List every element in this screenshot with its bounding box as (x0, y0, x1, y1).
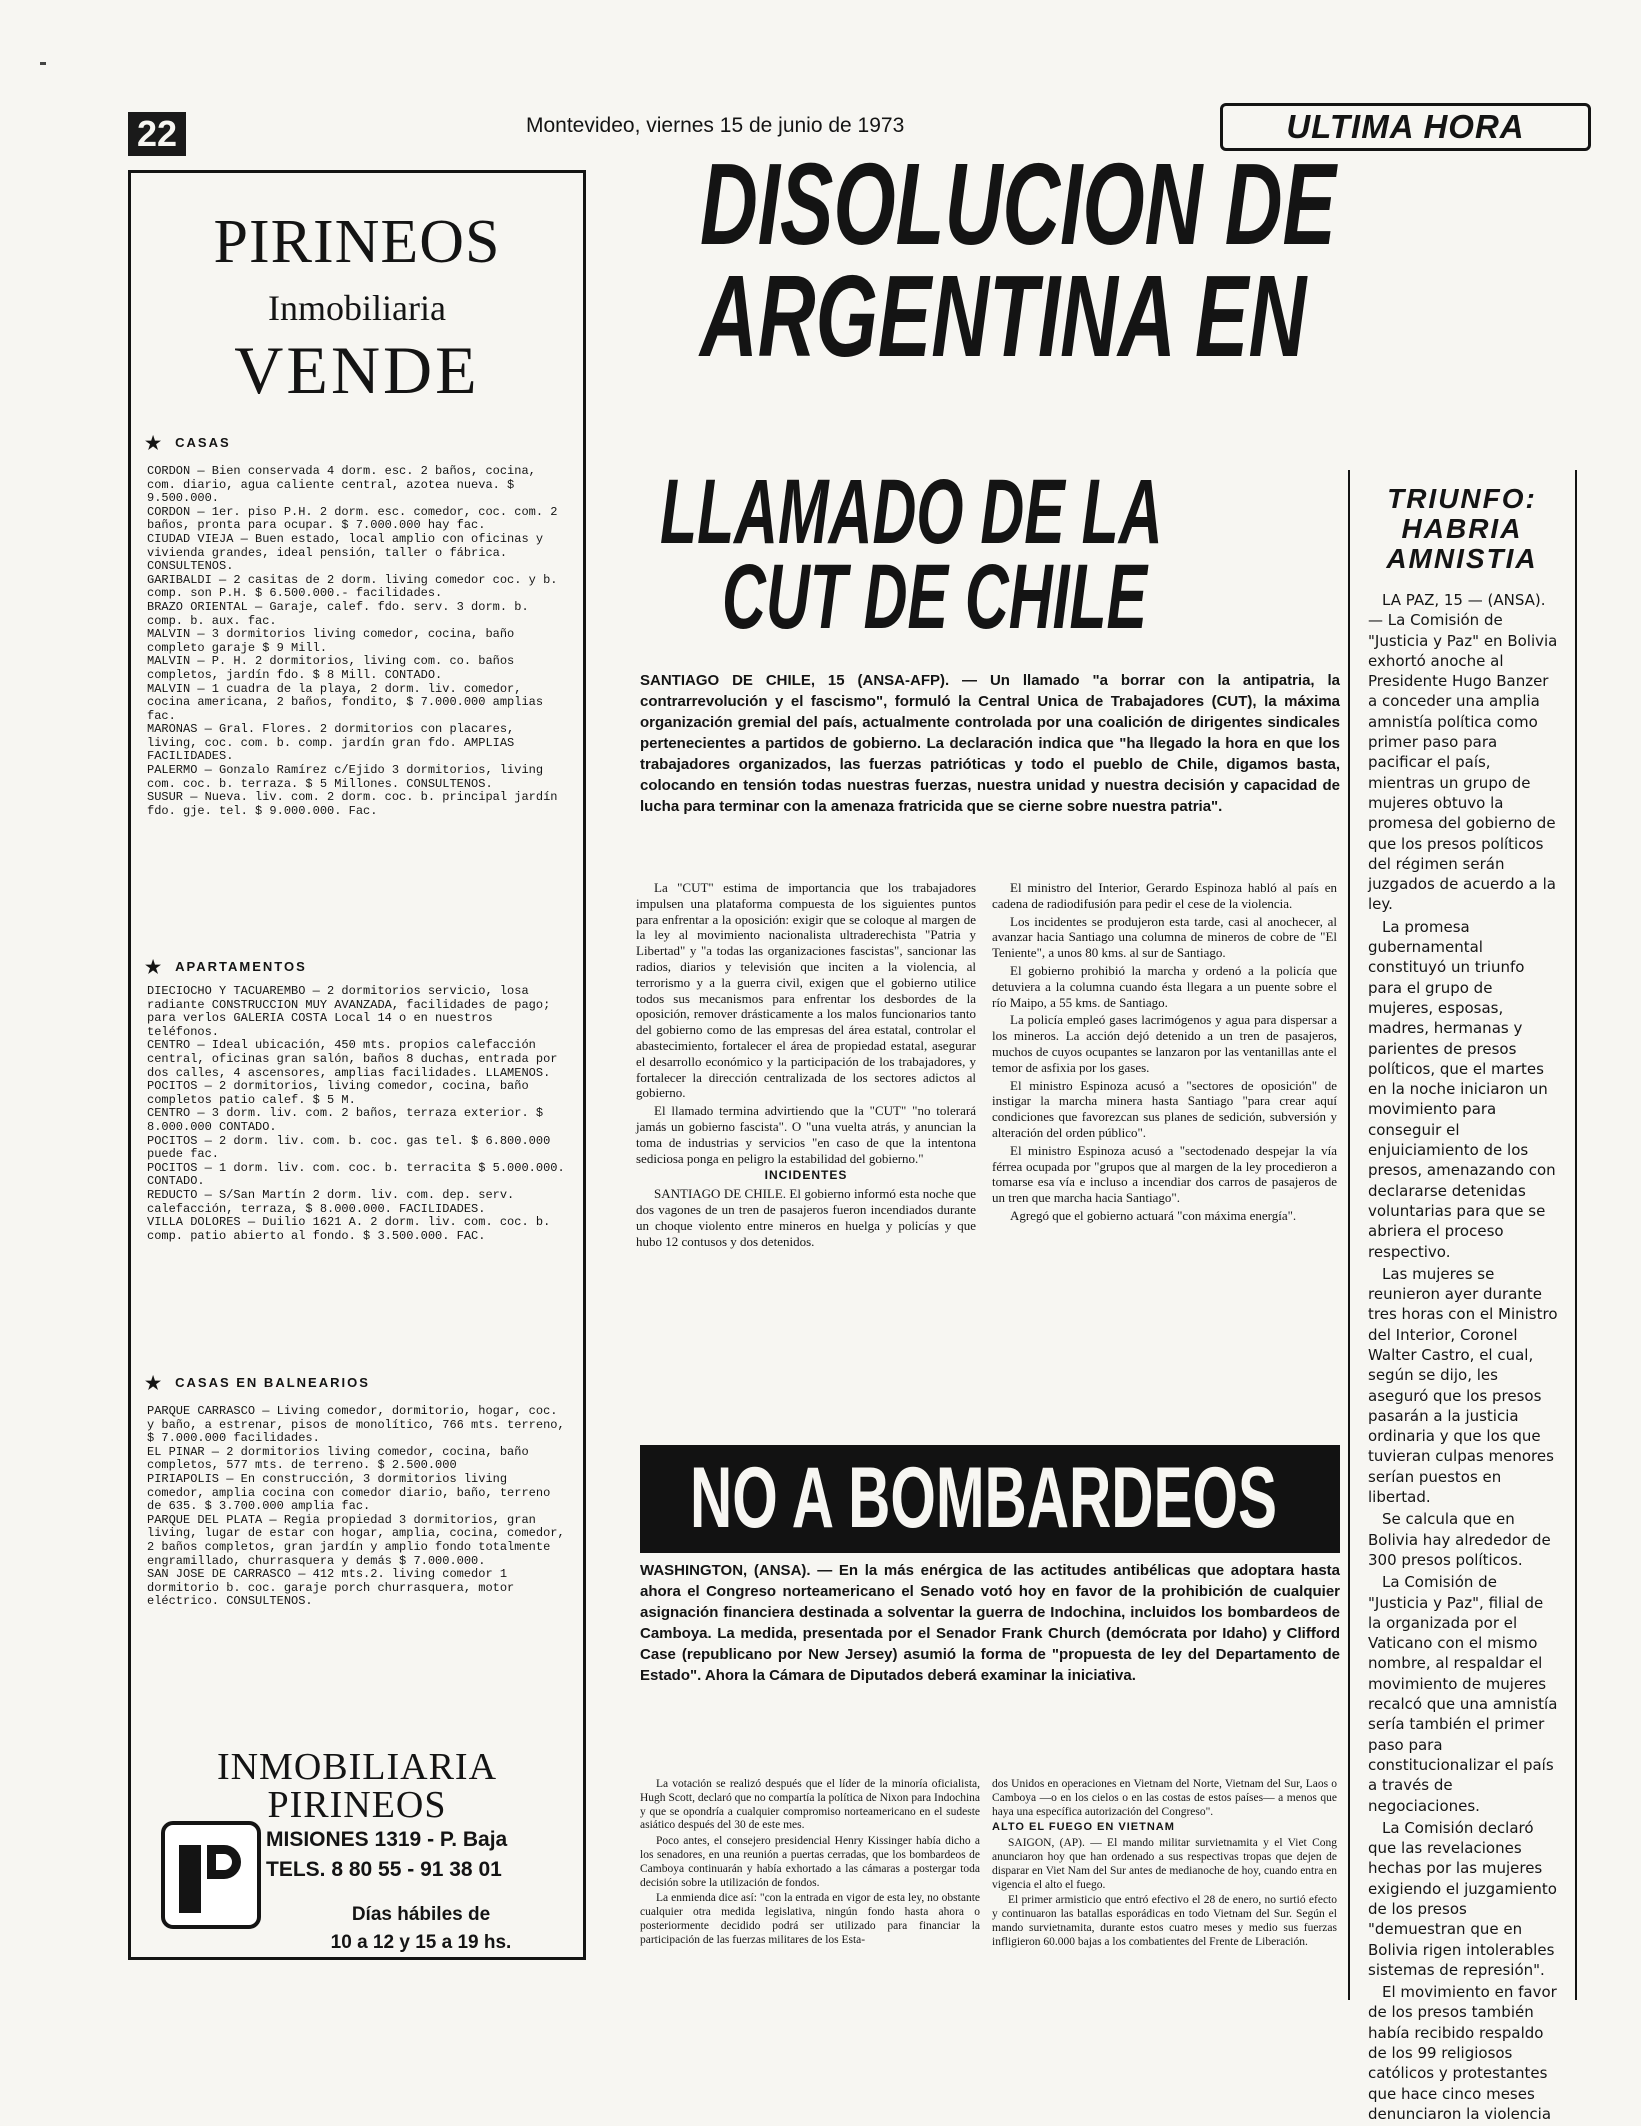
star-icon: ★ (145, 957, 164, 977)
listing: CENTRO — 3 dorm. liv. com. 2 baños, terraza exterior. $ 8.000.000 CONTADO. (147, 1106, 544, 1134)
page-number: 22 (128, 112, 186, 156)
listing: EL PINAR — 2 dormitorios living comedor, cocina, baño completos, 577 mts. de terreno. $ 2.500.000 (147, 1444, 529, 1473)
paragraph: Las mujeres se reunieron ayer durante tres horas con el Ministro del Interior, Coronel Walter Castro, el cual, según se dijo, les aseguró que los presos pasarán a la justicia ordinaria y que los que tuvieran culpas menores serían puestos en libertad. (1368, 1264, 1558, 1507)
headline: DISOLUCION DE ARGENTINA EN (700, 139, 1336, 381)
casas-list (147, 465, 567, 818)
paragraph: La votación se realizó después que el líder de la minoría oficialista, Hugh Scott, declaró que no compartía la política de Nixon para Indochina y que se opondría a cualquier compromiso norteamericano en el sudeste asiático después del 30 de este mes. (640, 1778, 980, 1832)
listing: BRAZO ORIENTAL — Garaje, calef. fdo. serv. 3 dorm. b. comp. b. aux. fac. (147, 599, 529, 628)
ad-contact (266, 1825, 507, 1885)
subheading: INCIDENTES (764, 1168, 848, 1183)
listing: PALERMO — Gonzalo Ramírez c/Ejido 3 dormitorios, living com. coc. b. terraza. $ 5 Millones. CONSULTENOS. (147, 763, 544, 791)
paragraph: Se calcula que en Bolivia hay alrededor de 300 presos políticos. (1368, 1510, 1551, 1569)
second-column-2 (992, 1778, 1337, 1952)
banner-headline: NO A BOMBARDEOS (690, 1450, 1277, 1546)
paragraph: LA PAZ, 15 — (ANSA). — La Comisión de "Justicia y Paz" en Bolivia exhortó anoche al Presidente Hugo Banzer a conceder una amplia amnistía política como primer paso para pacificar el país, mientras un grupo de mujeres obtuvo la promesa del gobierno de que los presos políticos del régimen serán juzgados de acuerdo a la ley. (1368, 591, 1558, 914)
scan-mark (40, 62, 46, 65)
paragraph: La policía empleó gases lacrimógenos y agua para dispersar a los mineros. La acción dejó detenido a un tren de pasajeros, muchos de cuyos ocupantes se lanzaron por las ventanillas ante el temor de asfixia por los gases. (992, 1012, 1337, 1075)
paragraph: La Comisión de "Justicia y Paz", filial de la organizada por el Vaticano con el mismo nombre, al respaldar el movimiento de mujeres recalcó que una amnistía sería también el primer paso para constitucionalizar el país a través de negociaciones. (1368, 1573, 1558, 1815)
second-column-1 (640, 1778, 980, 1950)
star-icon: ★ (145, 1373, 164, 1393)
listing: PARQUE DEL PLATA — Regia propiedad 3 dormitorios, gran living, lugar de estar con hogar, amplia, cocina, comedor, 2 baños completos, gran jardín y amplio fondo totalmente engramillado, churrasquera y demás $ 7.000.000. (147, 1512, 565, 1568)
section-apartamentos: ★ APARTAMENTOS (145, 957, 307, 977)
ad-subtitle: Inmobiliaria (268, 288, 446, 328)
listing: DIECIOCHO Y TACUAREMBO — 2 dormitorios servicio, losa radiante CONSTRUCCION MUY AVANZADA, facilidades de pago; para verlos GALERIA COSTA Local 14 o en nuestros teléfonos. (147, 984, 551, 1039)
paragraph: El ministro del Interior, Gerardo Espinoza habló al país en cadena de radiodifusión para pedir el cese de la violencia. (992, 880, 1337, 911)
listing: REDUCTO — S/San Martín 2 dorm. liv. com. dep. serv. calefacción, terraza, $ 8.000.000. FACILIDADES. (147, 1187, 515, 1216)
newspaper-logo: ULTIMA HORA (1220, 103, 1591, 151)
listing: PIRIAPOLIS — En construcción, 3 dormitorios living comedor, amplia cocina con comedor diario, baño, terreno de 635. $ 3.700.000 amplia fac. (147, 1471, 551, 1514)
listing: VILLA DOLORES — Duilio 1621 A. 2 dorm. liv. com. coc. b. comp. patio abierto al fondo. $ 3.500.000. FAC. (147, 1215, 551, 1243)
listing: POCITOS — 2 dormitorios, living comedor, cocina, baño completos patio calef. $ 5 M. (147, 1079, 529, 1107)
star-icon: ★ (145, 433, 164, 453)
paragraph: La "CUT" estima de importancia que los trabajadores impulsen una plataforma compuesta de los siguientes puntos para enfrentar a la oposición: exigir que se coloque al margen de la ley al movimiento nacionalista ultraderechista "Patria y Libertad" y "a todas las organizaciones fascistas", sancionar las radios, diarios y televisión que inciten a la violencia, al terrorismo y a la guerra civil, exigen que el gobierno utilice todos sus mecanismos para enfrentar los desbordes de la oposición, remover drásticamente a los malos funcionarios tanto del gobierno como de las empresas del área estatal, controlar el abastecimiento, fortalecer el área de propiedad estatal, asegurar el desarrollo económico y la participación de los trabajadores, y fortalecer la dirección centralizada de los sectores adictos al gobierno. (636, 880, 976, 1101)
ad-footer-name: INMOBILIARIA PIRINEOS (216, 1746, 498, 1826)
listing: CORDON — Bien conservada 4 dorm. esc. 2 baños, cocina, com. diario, agua caliente central, azotea nueva. $ 9.500.000. (147, 464, 536, 506)
main-column-1 (636, 880, 976, 1251)
paragraph: La promesa gubernamental constituyó un triunfo para el grupo de mujeres, esposas, madres, hermanas y parientes de presos políticos, que el martes en la noche iniciaron un movimiento para conseguir el enjuiciamiento de los presos, amenazando con declararse detenidas voluntarias para que se abriera el proceso respectivo. (1368, 917, 1556, 1261)
ad-brand: PIRINEOS (213, 208, 501, 276)
listing: GARIBALDI — 2 casitas de 2 dorm. living comedor coc. y b. comp. son P.H. $ 6.500.000.- facilidades. (147, 572, 558, 601)
listing: SAN JOSE DE CARRASCO — 412 mts.2. living comedor 1 dormitorio b. coc. garaje porch churrasquera, motor eléctrico. CONSULTENOS. (147, 1567, 515, 1609)
paragraph: La enmienda dice así: "con la entrada en vigor de esta ley, no obstante cualquier otra medida legislativa, ningún fondo hasta ahora o posteriormente decidido podrá ser utilizado para financiar la participación de las fuerzas militares de los Esta- (640, 1892, 980, 1946)
section-balnearios: ★ CASAS EN BALNEARIOS (145, 1373, 370, 1393)
paragraph: El primer armisticio que entró efectivo el 28 de enero, no surtió efecto y continuaron las batallas esporádicas en todo Vietnam del Sur. Según el mando survietnamita, durante estos cuatro meses y medio sus fuerzas infligieron 60.000 bajas a los combatientes del Frente de Liberación. (992, 1894, 1337, 1948)
main-lede: SANTIAGO DE CHILE, 15 (ANSA-AFP). — Un llamado "a borrar con la antipatria, la contrarrevolución y el fascismo", formuló la Central Unica de Trabajadores (CUT), la máxima organización gremial del país, actualmente controlada por una coalición de dirigentes sindicales pertenecientes a partidos de gobierno. La declaración indica que "ha llegado la hora en que los trabajadores organizados, las fuerzas patrióticas y todo el pueblo de Chile, digamos basta, colocando en tensión todas nuestras fuerzas, nuestra unidad y nuestra decisión y capacidad de lucha para terminar con la amenaza fratricida que se cierne sobre nuestra patria". (640, 672, 1340, 815)
dateline: Montevideo, viernes 15 de junio de 1973 (526, 114, 905, 137)
paragraph: El gobierno prohibió la marcha y ordenó a la policía que detuviera a la columna cuando ésta llegara a un puente sobre el río Maipo, a 55 kms. de Santiago. (992, 962, 1337, 1010)
listing: POCITOS — 2 dorm. liv. com. b. coc. gas tel. $ 6.800.000 puede fac. (147, 1133, 551, 1162)
ad-phones: TELS. 8 80 55 - 91 38 01 (266, 1858, 502, 1881)
real-estate-ad (128, 170, 586, 1960)
listing: MARONAS — Gral. Flores. 2 dormitorios con placares, living, coc. com. b. comp. jardín gran fdo. AMPLIAS FACILIDADES. (147, 722, 515, 764)
subheading: ALTO EL FUEGO EN VIETNAM (992, 1821, 1175, 1834)
apartamentos-list (147, 985, 567, 1243)
headline-line-4: CUT DE CHILE (722, 546, 1148, 648)
headline-line-3: LLAMADO DE LA (660, 461, 1163, 563)
listing: SUSUR — Nueva. liv. com. 2 dorm. coc. b. principal jardín fdo. gje. tel. $ 9.000.000. Fac. (147, 790, 558, 818)
pirineos-logo-icon (161, 1821, 261, 1929)
paragraph: El ministro Espinoza acusó a "sectores de oposición" de instigar la marcha minera hasta Santiago "para crear aquí condiciones que favorezcan sus planes de sedición, subversión y alteración del orden público". (992, 1077, 1337, 1140)
paragraph: dos Unidos en operaciones en Vietnam del Norte, Vietnam del Sur, Laos o Camboya —o en los cielos o en las costas de estos países— a menos que haya una específica autorización del Congreso". (992, 1778, 1337, 1818)
paragraph: SANTIAGO DE CHILE. El gobierno informó esta noche que dos vagones de un tren de pasajeros fueron incendiados durante un choque violento entre mineros en huelga y policías y que hubo 12 contusos y dos detenidos. (636, 1186, 976, 1249)
paragraph: El movimiento en favor de los presos también había recibido respaldo de los 99 religiosos católicos y protestantes que hace cinco meses denunciaron la violencia (1368, 1983, 1557, 2123)
ad-hours: Días hábiles de 10 a 12 y 15 a 19 hs. (330, 1904, 512, 1953)
paragraph: Poco antes, el consejero presidencial Henry Kissinger había dicho a los senadores, en una reunión a puertas cerradas, que los bombardeos de Camboya continuarán y había exhortado a las cámaras a postergar toda decisión sobre la utilización de fondos. (640, 1835, 980, 1889)
balnearios-list (147, 1405, 567, 1609)
listing: MALVIN — 1 cuadra de la playa, 2 dorm. liv. comedor, cocina americana, 2 baños, fondito, $ 7.000.000 amplias fac. (147, 681, 544, 723)
listing: CORDON — 1er. piso P.H. 2 dorm. esc. comedor, coc. com. 2 baños, pronta para ocupar. $ 7.000.000 hay fac. (147, 504, 558, 533)
second-lede: WASHINGTON, (ANSA). — En la más enérgica de las actitudes antibélicas que adoptara hasta ahora el Congreso norteamericano el Senado votó hoy en favor de la prohibición de cualquier asignación financiera destinada a solventar la guerra de Indochina, incluidos los bombardeos de Camboya. La medida, presentada por el Senador Frank Church (demócrata por Idaho) y Clifford Case (republicano por New Jersey) asumió la forma de "propuesta de ley del Departamento de Estado". Ahora la Cámara de Diputados deberá examinar la iniciativa. (640, 1562, 1340, 1684)
listing: PARQUE CARRASCO — Living comedor, dormitorio, hogar, coc. y baño, a estrenar, pisos de monolítico, 766 mts. terreno, $ 7.000.000 facilidades. (147, 1404, 565, 1446)
paragraph: SAIGON, (AP). — El mando militar survietnamita y el Viet Cong anunciaron hoy que han ordenado a sus respectivas tropas que dejen de disparar en Viet Nam del Sur antes de medianoche de hoy, cuando entra en vigencia el alto el fuego. (992, 1837, 1337, 1891)
section-casas: ★ CASAS (145, 433, 231, 453)
ad-address: MISIONES 1319 - P. Baja (266, 1828, 508, 1851)
paragraph: El llamado termina advirtiendo que la "CUT" "no tolerará jamás un gobierno fascista". O "una vuelta atrás, y anuncian la toma de industrias y servicios "en caso de que la intentona sediciosa ponga en peligro la estabilidad del gobierno." (636, 1103, 976, 1166)
paragraph: Agregó que el gobierno actuará "con máxima energía". (1010, 1207, 1297, 1223)
listing: CENTRO — Ideal ubicación, 450 mts. propios calefacción central, oficinas gran salón, baños 8 duchas, entrada por dos calles, 4 ascensores, amplias facilidades. LLAMENOS. (147, 1038, 558, 1080)
paragraph: Los incidentes se produjeron esta tarde, casi al anochecer, al avanzar hacia Santiago una columna de mineros de cobre de "El Teniente", a unos 80 kms. al sur de Santiago. (992, 913, 1337, 961)
listing: CIUDAD VIEJA — Buen estado, local amplio con oficinas y vivienda grandes, ideal pensión, taller o fábrica. CONSULTENOS. (147, 531, 544, 574)
ad-headline: VENDE (234, 332, 480, 408)
paragraph: La Comisión declaró que las revelaciones hechas por las mujeres exigiendo el juzgamiento de los presos "demuestran que en Bolivia rigen intolerables sistemas de represión". (1368, 1818, 1557, 1979)
listing: POCITOS — 1 dorm. liv. com. coc. b. terracita $ 5.000.000. CONTADO. (147, 1160, 565, 1189)
main-column-2 (992, 880, 1337, 1226)
listing: MALVIN — 3 dormitorios living comedor, cocina, baño completo garaje $ 9 Mill. (147, 627, 515, 655)
listing: MALVIN — P. H. 2 dormitorios, living com. co. baños completos, jardín fdo. $ 8 Mill. CONTADO. (147, 654, 515, 682)
paragraph: El ministro Espinoza acusó a "sectodenado despejar la vía férrea ocupada por "grupos que al margen de la ley procedieron a tomarse esa vía e incluso a incendiar dos carros de pasajeros de un tren que marcha hacia Santiago". (992, 1142, 1337, 1206)
sidebar-headline: TRIUNFO: HABRIA AMNISTIA (1386, 483, 1538, 574)
sidebar-body (1368, 590, 1561, 2126)
